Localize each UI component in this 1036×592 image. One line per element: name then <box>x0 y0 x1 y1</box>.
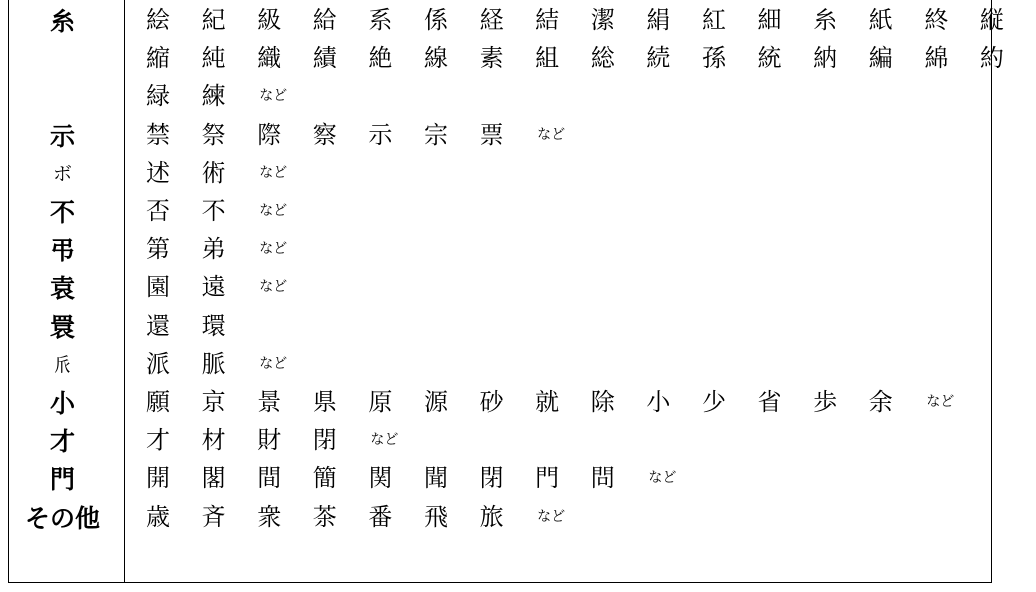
kanji-char: 園 <box>146 273 170 302</box>
kanji-list <box>146 307 257 345</box>
radical-label: 𠂢 <box>52 354 72 377</box>
table-row <box>9 116 991 154</box>
kanji-list <box>146 459 676 497</box>
kanji-list <box>146 116 565 154</box>
kanji-char: 聞 <box>423 464 448 493</box>
kanji-list <box>146 154 287 192</box>
table-row <box>9 39 1004 77</box>
kanji-char: 派 <box>146 349 170 378</box>
kanji-char: 閉 <box>479 464 504 493</box>
kanji-char: 還 <box>146 311 170 340</box>
radical-label <box>9 39 116 77</box>
table-row <box>9 192 991 230</box>
kanji-char: 願 <box>146 388 170 416</box>
kanji-char: 弟 <box>201 235 226 264</box>
kanji-char: 否 <box>146 197 170 225</box>
kanji-char: 線 <box>423 44 448 73</box>
etc-suffix: など <box>259 203 288 219</box>
kanji-char: 潔 <box>590 6 615 34</box>
radical-label: 小 <box>49 389 75 418</box>
kanji-char: 祭 <box>201 120 226 149</box>
kanji-char: 統 <box>757 44 782 73</box>
kanji-char: 除 <box>590 388 615 416</box>
radical-label: 門 <box>49 465 75 495</box>
kanji-char: 績 <box>312 44 337 73</box>
kanji-char: 級 <box>257 6 282 34</box>
radical-label: ボ <box>52 163 72 186</box>
kanji-char: 納 <box>813 44 838 73</box>
table-row <box>9 459 991 497</box>
kanji-char: 閣 <box>201 464 226 493</box>
etc-suffix: など <box>259 164 288 181</box>
etc-suffix: など <box>926 394 955 410</box>
kanji-char: 禁 <box>146 120 170 149</box>
etc-suffix: など <box>648 470 677 487</box>
kanji-char: 糸 <box>813 6 838 34</box>
kanji-char: 示 <box>368 120 393 149</box>
kanji-char: 飛 <box>423 502 448 531</box>
kanji-char: 源 <box>423 388 448 416</box>
kanji-char: 歩 <box>813 388 838 416</box>
kanji-char: 孫 <box>701 44 726 73</box>
kanji-list <box>146 498 565 536</box>
kanji-char: 系 <box>368 6 393 34</box>
kanji-char: 編 <box>868 44 893 73</box>
table-row <box>9 498 991 536</box>
kanji-char: 衆 <box>257 502 282 531</box>
kanji-char: 関 <box>368 464 393 493</box>
kanji-char: 第 <box>146 235 170 264</box>
radical-label: その他 <box>24 503 100 533</box>
kanji-char: 才 <box>146 426 170 455</box>
radical-label: 弔 <box>49 236 75 266</box>
kanji-char: 紙 <box>868 6 893 34</box>
kanji-char: 脈 <box>201 349 226 378</box>
kanji-char: 給 <box>312 6 337 34</box>
kanji-char: 茶 <box>312 502 337 531</box>
kanji-char: 材 <box>201 426 226 455</box>
kanji-list <box>146 77 287 115</box>
table-row <box>9 345 991 383</box>
kanji-char: 少 <box>701 388 726 416</box>
kanji-char: 練 <box>201 82 226 111</box>
etc-suffix: など <box>259 279 288 296</box>
kanji-char: 就 <box>535 388 560 416</box>
radical-label: 糸 <box>49 7 75 36</box>
kanji-char: 砂 <box>479 388 504 416</box>
radical-label: 袁 <box>49 274 75 304</box>
kanji-char: 不 <box>201 197 226 225</box>
kanji-char: 察 <box>312 120 337 149</box>
kanji-char: 番 <box>368 502 393 531</box>
kanji-char: 約 <box>979 44 1004 73</box>
kanji-char: 緑 <box>146 82 170 111</box>
kanji-char: 総 <box>590 44 615 73</box>
kanji-char: 問 <box>590 464 615 493</box>
kanji-list <box>146 345 287 383</box>
etc-suffix: など <box>537 126 566 143</box>
kanji-char: 県 <box>312 388 337 416</box>
kanji-list <box>146 230 287 268</box>
table-row <box>9 1 1004 39</box>
kanji-list <box>146 268 287 306</box>
kanji-char: 開 <box>146 464 170 493</box>
table-row <box>9 421 991 459</box>
kanji-list <box>146 192 287 230</box>
kanji-char: 遠 <box>201 273 226 302</box>
table-row <box>9 154 991 192</box>
kanji-char: 歳 <box>146 502 170 531</box>
etc-suffix: など <box>259 355 288 372</box>
etc-suffix: など <box>370 432 399 449</box>
kanji-char: 小 <box>646 388 671 416</box>
radical-label: 才 <box>49 427 75 457</box>
table-row <box>9 307 991 345</box>
kanji-char: 原 <box>368 388 393 416</box>
kanji-char: 際 <box>257 120 282 149</box>
kanji-char: 経 <box>479 6 504 34</box>
etc-suffix: など <box>259 241 288 258</box>
table-row <box>9 77 991 115</box>
kanji-char: 京 <box>201 388 226 416</box>
kanji-char: 間 <box>257 464 282 493</box>
kanji-char: 絶 <box>368 44 393 73</box>
kanji-list <box>146 421 398 459</box>
kanji-char: 余 <box>868 388 893 416</box>
kanji-char: 環 <box>201 311 226 340</box>
etc-suffix: など <box>259 88 288 105</box>
kanji-list <box>146 39 1036 77</box>
kanji-char: 門 <box>535 464 560 493</box>
radical-label: 睘 <box>49 312 75 342</box>
kanji-char: 景 <box>257 388 282 416</box>
kanji-char: 省 <box>757 388 782 416</box>
kanji-char: 述 <box>146 158 170 187</box>
kanji-char: 絹 <box>646 6 671 34</box>
kanji-char: 閉 <box>312 426 337 455</box>
kanji-char: 財 <box>257 426 282 455</box>
radical-label: 不 <box>49 198 75 227</box>
kanji-char: 斉 <box>201 502 226 531</box>
kanji-char: 純 <box>201 44 226 73</box>
kanji-char: 組 <box>535 44 560 73</box>
kanji-char: 絵 <box>146 6 170 34</box>
etc-suffix: など <box>537 508 566 525</box>
radical-label: 示 <box>49 121 75 151</box>
kanji-list <box>146 383 954 421</box>
kanji-char: 綿 <box>924 44 949 73</box>
table-row <box>9 230 991 268</box>
kanji-list <box>146 1 1036 39</box>
kanji-char: 縦 <box>979 6 1004 34</box>
kanji-char: 結 <box>535 6 560 34</box>
kanji-char: 票 <box>479 120 504 149</box>
kanji-char: 簡 <box>312 464 337 493</box>
kanji-char: 紀 <box>201 6 226 34</box>
kanji-char: 術 <box>201 158 226 187</box>
kanji-char: 旅 <box>479 502 504 531</box>
kanji-char: 宗 <box>423 120 448 149</box>
kanji-char: 続 <box>646 44 671 73</box>
kanji-radical-table <box>8 0 1004 583</box>
kanji-char: 織 <box>257 44 282 73</box>
kanji-char: 細 <box>757 6 782 34</box>
kanji-char: 素 <box>479 44 504 73</box>
kanji-char: 縮 <box>146 44 170 73</box>
table-row <box>9 383 991 421</box>
table-row <box>9 268 991 306</box>
kanji-char: 紅 <box>701 6 726 34</box>
kanji-char: 係 <box>423 6 448 34</box>
kanji-char: 終 <box>924 6 949 34</box>
radical-label <box>9 77 116 115</box>
